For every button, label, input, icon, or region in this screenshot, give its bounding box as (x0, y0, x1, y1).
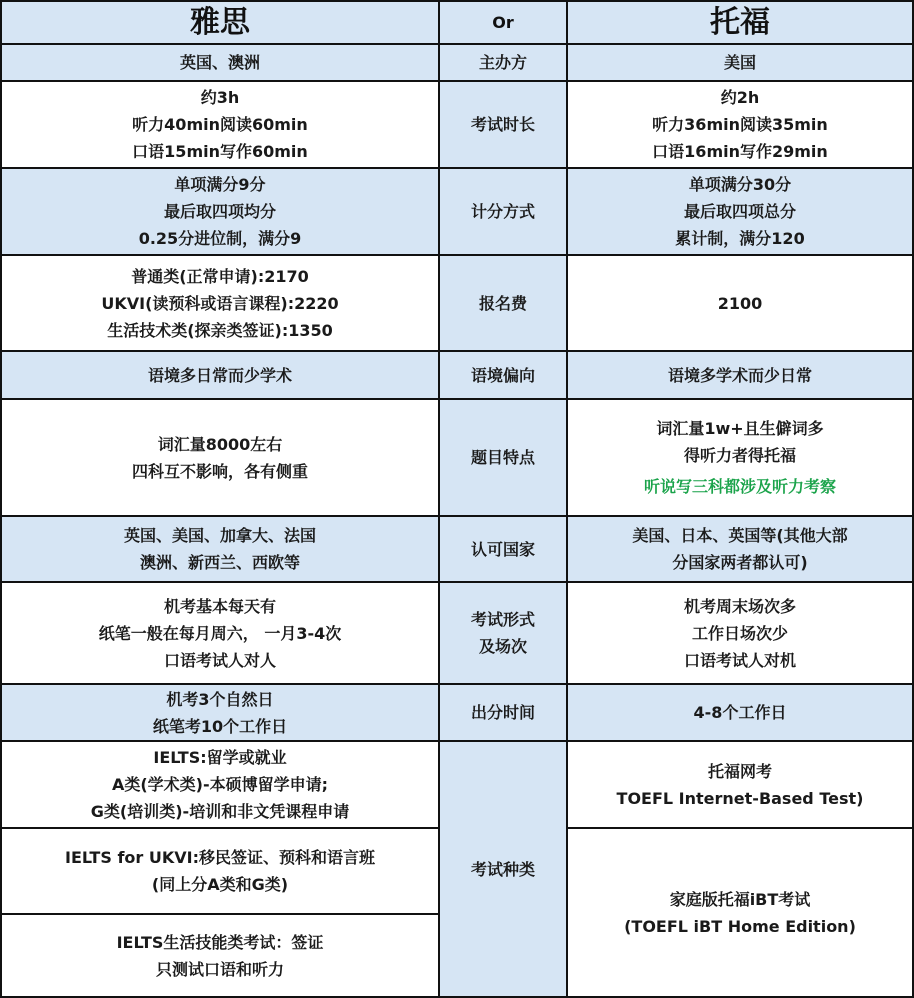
ielts-type-line: IELTS for UKVI:移民签证、预科和语言班 (65, 848, 375, 867)
ielts-type-line: 只测试口语和听力 (155, 959, 284, 979)
toefl-results-line: 4-8个工作日 (693, 703, 787, 722)
toefl-format-line: 工作日场次少 (691, 623, 788, 643)
label-fee (440, 256, 566, 350)
ielts-type-academic-general (2, 742, 438, 827)
toefl-type-line: (TOEFL iBT Home Edition) (624, 916, 856, 936)
label-types-text: 考试种类 (470, 859, 535, 879)
ielts-features-line: 词汇量8000左右 (157, 434, 283, 454)
ielts-scoring-line: 最后取四项均分 (163, 202, 276, 221)
toefl-context-line: 语境多学术而少日常 (667, 365, 812, 385)
ielts-type-line: IELTS:留学或就业 (153, 748, 287, 767)
toefl-results (568, 685, 912, 740)
ielts-type-line: (同上分A类和G类) (151, 875, 289, 894)
ielts-format-line: 纸笔一般在每月周六， 一月3-4次 (98, 623, 342, 643)
toefl-format (568, 583, 912, 683)
ielts-type-life-skills (2, 915, 438, 996)
label-context-text: 语境偏向 (470, 365, 535, 385)
toefl-duration-line: 口语16min写作29min (652, 142, 828, 161)
ielts-type-line: A类(学术类)-本硕博留学申请; (111, 775, 329, 794)
toefl-countries-line: 美国、日本、英国等(其他大部 (632, 526, 848, 545)
ielts-type-ukvi (2, 829, 438, 913)
header-or (440, 2, 566, 43)
label-organizer-text: 主办方 (478, 53, 527, 72)
ielts-type-line: IELTS生活技能类考试：签证 (116, 932, 324, 952)
ielts-duration (2, 82, 438, 167)
ielts-results (2, 685, 438, 740)
toefl-format-line: 机考周末场次多 (683, 596, 796, 616)
ielts-results-line: 机考3个自然日 (166, 689, 274, 709)
ielts-context-line: 语境多日常而少学术 (147, 365, 292, 385)
header-ielts (2, 2, 438, 43)
toefl-features (568, 400, 912, 515)
ielts-fee-line: 生活技术类(探亲类签证):1350 (107, 320, 333, 340)
label-scoring-text: 计分方式 (470, 202, 535, 221)
header-ielts-title: 雅思 (190, 4, 250, 40)
ielts-type-line: G类(培训类)-培训和非文凭课程申请 (90, 802, 350, 821)
ielts-countries (2, 517, 438, 581)
label-format-text: 考试形式 (470, 610, 535, 629)
label-fee-text: 报名费 (478, 293, 527, 313)
label-countries-text: 认可国家 (470, 539, 535, 559)
ielts-countries-line: 英国、美国、加拿大、法国 (123, 526, 316, 545)
toefl-duration-line: 听力36min阅读35min (652, 115, 828, 134)
toefl-organizer (568, 45, 912, 80)
toefl-features-line: 词汇量1w+且生僻词多 (656, 419, 824, 438)
ielts-fee-line: UKVI(读预科或语言课程):2220 (101, 293, 339, 313)
ielts-fee-line: 普通类(正常申请):2170 (131, 266, 309, 286)
label-organizer (440, 45, 566, 80)
ielts-format-line: 机考基本每天有 (163, 596, 276, 616)
header-or-label: Or (492, 13, 514, 32)
ielts-organizer (2, 45, 438, 80)
toefl-type-ibt (568, 742, 912, 827)
label-format-text: 及场次 (478, 637, 527, 656)
ielts-countries-line: 澳洲、新西兰、西欧等 (139, 553, 300, 572)
ielts-scoring-line: 0.25分进位制，满分9 (138, 229, 302, 248)
label-context (440, 352, 566, 398)
ielts-duration-line: 听力40min阅读60min (132, 115, 308, 134)
toefl-type-line: 家庭版托福iBT考试 (669, 889, 811, 909)
toefl-duration-line: 约2h (720, 88, 760, 107)
ielts-format-line: 口语考试人对人 (163, 650, 276, 670)
toefl-fee (568, 256, 912, 350)
label-results-text: 出分时间 (470, 703, 535, 722)
toefl-duration (568, 82, 912, 167)
label-results (440, 685, 566, 740)
ielts-organizer-line: 英国、澳洲 (179, 53, 260, 72)
ielts-scoring-line: 单项满分9分 (174, 175, 266, 194)
toefl-features-line: 得听力者得托福 (683, 446, 796, 465)
toefl-type-line: TOEFL Internet-Based Test) (616, 788, 864, 808)
ielts-results-line: 纸笔考10个工作日 (152, 716, 288, 736)
ielts-context (2, 352, 438, 398)
ielts-format (2, 583, 438, 683)
ielts-duration-line: 约3h (200, 88, 240, 107)
toefl-type-home-edition (568, 829, 912, 996)
header-toefl-title: 托福 (710, 4, 770, 40)
toefl-format-line: 口语考试人对机 (683, 650, 796, 670)
label-format (440, 583, 566, 683)
ielts-scoring (2, 169, 438, 254)
ielts-features (2, 400, 438, 515)
label-scoring (440, 169, 566, 254)
toefl-scoring-line: 累计制，满分120 (675, 229, 805, 248)
toefl-context (568, 352, 912, 398)
toefl-scoring-line: 单项满分30分 (688, 175, 792, 194)
label-duration-text: 考试时长 (470, 115, 535, 134)
toefl-features-highlight: 听说写三科都涉及听力考察 (643, 477, 836, 496)
label-duration (440, 82, 566, 167)
label-types (440, 742, 566, 996)
ielts-duration-line: 口语15min写作60min (132, 142, 308, 161)
ielts-features-line: 四科互不影响，各有侧重 (131, 461, 308, 481)
toefl-scoring-line: 最后取四项总分 (683, 202, 796, 221)
toefl-organizer-line: 美国 (723, 53, 756, 72)
toefl-countries-line: 分国家两者都认可) (672, 553, 808, 572)
toefl-type-line: 托福网考 (707, 761, 772, 781)
toefl-fee-line: 2100 (717, 293, 763, 313)
toefl-scoring (568, 169, 912, 254)
label-features-text: 题目特点 (470, 448, 535, 467)
ielts-fee (2, 256, 438, 350)
label-countries (440, 517, 566, 581)
toefl-countries (568, 517, 912, 581)
header-toefl (568, 2, 912, 43)
label-features (440, 400, 566, 515)
